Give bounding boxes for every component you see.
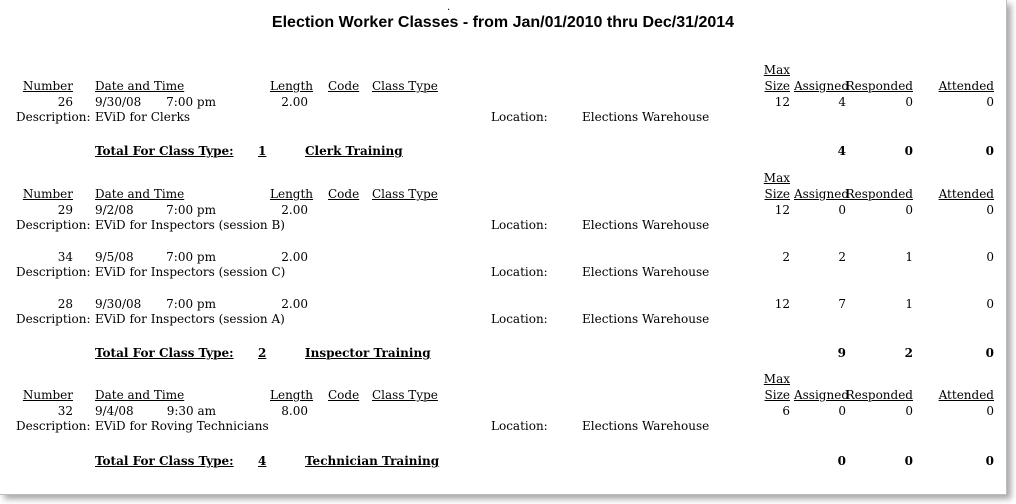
group-2-class-0-length: 8.00 [281, 404, 308, 418]
group-1-header-code: Code [328, 187, 360, 201]
group-0-class-0-description: EViD for Clerks [95, 110, 190, 124]
group-2-total-type-name: Technician Training [305, 454, 440, 468]
group-1-class-1-length: 2.00 [281, 250, 308, 264]
group-2-header-assigned: Assigned [793, 388, 849, 402]
group-2-class-0-max-size: 6 [782, 404, 790, 418]
group-0-class-0-date: 9/30/08 [95, 95, 142, 109]
group-1-class-2-max-size: 12 [774, 297, 790, 311]
group-1-total-type-code: 2 [258, 346, 267, 360]
group-1-class-2-attended: 0 [986, 297, 994, 311]
group-1-class-2-location: Elections Warehouse [582, 312, 710, 326]
group-1-header-size: Size [764, 187, 790, 201]
group-1-class-1-date: 9/5/08 [95, 250, 134, 264]
group-1-class-0-description-label: Description: [16, 218, 91, 232]
group-0-header-date-time: Date and Time [95, 79, 185, 93]
group-2-header-number: Number [22, 388, 73, 402]
group-1-class-1-location-label: Location: [491, 265, 548, 279]
group-1-class-1-attended: 0 [986, 250, 994, 264]
group-1-class-1-location: Elections Warehouse [582, 265, 710, 279]
report-title: Election Worker Classes - from Jan/01/2010 thru Dec/31/2014 [271, 14, 735, 31]
group-2-header-size: Size [764, 388, 790, 402]
group-0-class-0-responded: 0 [905, 95, 913, 109]
group-0-class-0-assigned: 4 [838, 95, 846, 109]
group-1-class-1-description-label: Description: [16, 265, 91, 279]
group-0-header-max: Max [763, 63, 790, 77]
group-1-total-label: Total For Class Type: [95, 346, 234, 360]
group-2-class-0-date: 9/4/08 [95, 404, 134, 418]
group-1-header-date-time: Date and Time [95, 187, 185, 201]
group-2-class-0-location: Elections Warehouse [582, 419, 710, 433]
group-1-class-1-time: 7:00 pm [166, 250, 216, 264]
group-2-header-responded: Responded [845, 388, 913, 402]
group-1-class-2-assigned: 7 [838, 297, 846, 311]
group-0-class-0-location: Elections Warehouse [582, 110, 710, 124]
group-2-total-type-code: 4 [258, 454, 267, 468]
group-1-total-attended: 0 [985, 346, 994, 360]
group-0-header-length: Length [270, 79, 314, 93]
group-2-class-0-time: 9:30 am [166, 404, 216, 418]
group-2-class-0-responded: 0 [905, 404, 913, 418]
group-1-class-2-responded: 1 [905, 297, 913, 311]
group-0-header-assigned: Assigned [793, 79, 849, 93]
group-0-total-responded: 0 [904, 144, 913, 158]
group-0-total-type-name: Clerk Training [305, 144, 403, 158]
group-2-total-attended: 0 [985, 454, 994, 468]
group-2-class-0-description: EViD for Roving Technicians [95, 419, 269, 433]
group-1-class-0-date: 9/2/08 [95, 203, 134, 217]
group-0-class-0-number: 26 [57, 95, 73, 109]
group-0-class-0-time: 7:00 pm [166, 95, 216, 109]
group-0-total-label: Total For Class Type: [95, 144, 234, 158]
group-2-class-0-attended: 0 [986, 404, 994, 418]
group-1-header-responded: Responded [845, 187, 913, 201]
group-1-class-2-location-label: Location: [491, 312, 548, 326]
group-0-header-size: Size [764, 79, 790, 93]
group-1-class-1-description: EViD for Inspectors (session C) [95, 265, 286, 279]
group-0-class-0-attended: 0 [986, 95, 994, 109]
group-0-total-assigned: 4 [837, 144, 846, 158]
group-1-class-1-number: 34 [57, 250, 73, 264]
group-0-header-class-type: Class Type [372, 79, 438, 93]
group-2-header-code: Code [328, 388, 360, 402]
group-2-header-class-type: Class Type [372, 388, 438, 402]
group-1-header-class-type: Class Type [372, 187, 438, 201]
group-2-class-0-assigned: 0 [838, 404, 846, 418]
group-0-total-attended: 0 [985, 144, 994, 158]
group-2-class-0-description-label: Description: [16, 419, 91, 433]
group-0-header-code: Code [328, 79, 360, 93]
group-2-header-attended: Attended [938, 388, 994, 402]
group-1-class-0-assigned: 0 [838, 203, 846, 217]
group-2-header-date-time: Date and Time [95, 388, 185, 402]
group-1-class-1-assigned: 2 [838, 250, 846, 264]
stray-dot: . [447, 2, 451, 13]
group-1-class-0-time: 7:00 pm [166, 203, 216, 217]
group-1-header-attended: Attended [938, 187, 994, 201]
group-0-class-0-max-size: 12 [774, 95, 790, 109]
group-2-class-0-location-label: Location: [491, 419, 548, 433]
group-0-class-0-description-label: Description: [16, 110, 91, 124]
group-0-class-0-location-label: Location: [491, 110, 548, 124]
group-1-class-0-location: Elections Warehouse [582, 218, 710, 232]
group-0-header-responded: Responded [845, 79, 913, 93]
group-2-header-length: Length [270, 388, 314, 402]
group-2-total-label: Total For Class Type: [95, 454, 234, 468]
group-1-header-max: Max [763, 171, 790, 185]
group-1-class-0-max-size: 12 [774, 203, 790, 217]
group-1-class-2-description-label: Description: [16, 312, 91, 326]
group-0-total-type-code: 1 [258, 144, 267, 158]
group-0-header-number: Number [22, 79, 73, 93]
group-1-class-0-attended: 0 [986, 203, 994, 217]
group-1-class-2-date: 9/30/08 [95, 297, 142, 311]
group-0-class-0-length: 2.00 [281, 95, 308, 109]
group-1-class-0-number: 29 [57, 203, 73, 217]
group-1-header-length: Length [270, 187, 314, 201]
group-1-class-0-length: 2.00 [281, 203, 308, 217]
group-1-class-2-length: 2.00 [281, 297, 308, 311]
group-1-class-1-max-size: 2 [782, 250, 790, 264]
group-2-total-assigned: 0 [837, 454, 846, 468]
group-2-class-0-number: 32 [57, 404, 73, 418]
group-1-header-assigned: Assigned [793, 187, 849, 201]
group-1-header-number: Number [22, 187, 73, 201]
group-1-class-0-location-label: Location: [491, 218, 548, 232]
group-1-total-assigned: 9 [837, 346, 846, 360]
group-2-total-responded: 0 [904, 454, 913, 468]
group-1-class-2-time: 7:00 pm [166, 297, 216, 311]
group-1-class-2-description: EViD for Inspectors (session A) [95, 312, 285, 326]
group-1-class-0-description: EViD for Inspectors (session B) [95, 218, 285, 232]
group-1-class-0-responded: 0 [905, 203, 913, 217]
group-0-header-attended: Attended [938, 79, 994, 93]
group-2-header-max: Max [763, 372, 790, 386]
group-1-class-2-number: 28 [57, 297, 73, 311]
group-1-total-type-name: Inspector Training [305, 346, 431, 360]
group-1-total-responded: 2 [904, 346, 913, 360]
group-1-class-1-responded: 1 [905, 250, 913, 264]
